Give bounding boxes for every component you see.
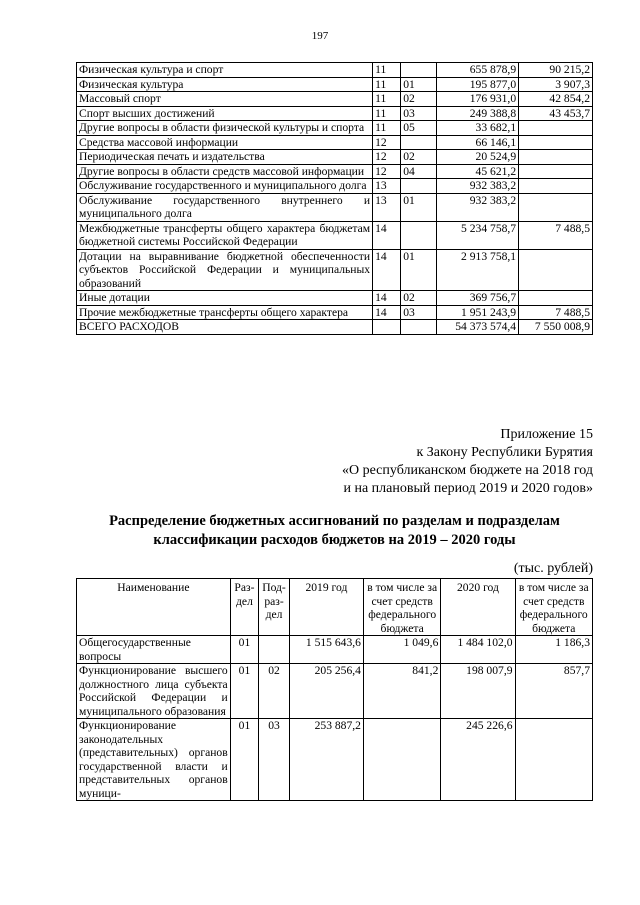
row-name: Физическая культура и спорт [77,63,373,78]
row-podrazdel: 02 [401,92,437,107]
row-name: Массовый спорт [77,92,373,107]
row-value: 2 913 758,1 [436,249,518,291]
row-podrazdel: 05 [401,121,437,136]
row-value-2020: 198 007,9 [441,664,515,719]
header-federal-2020: в том числе за счет средств федерального бюджета [515,579,592,636]
heading-line-2: классификации расходов бюджетов на 2019 – 2020 годы [153,532,516,548]
row-federal-2020 [515,719,592,801]
table-row [77,193,593,221]
table-row [77,291,593,306]
row-podrazdel: 04 [401,164,437,179]
header-federal-2019: в том числе за счет средств федерального бюджета [363,579,440,636]
row-value-2020: 1 484 102,0 [441,636,515,664]
row-federal [519,193,593,221]
table-row [77,305,593,320]
row-name: Дотации на выравнивание бюджетной обеспеченности субъектов Российской Федерации и муниципальных образований [77,249,373,291]
row-name: ВСЕГО РАСХОДОВ [77,320,373,335]
row-federal [519,179,593,194]
row-name: Общегосударственные вопросы [77,636,231,664]
appendix-law-name: «О республиканском бюджете на 2018 год [342,463,593,478]
row-value: 249 388,8 [436,106,518,121]
row-federal: 43 453,7 [519,106,593,121]
row-value: 54 373 574,4 [436,320,518,335]
row-federal-2020: 857,7 [515,664,592,719]
row-value: 932 383,2 [436,179,518,194]
row-name: Функционирование законодательных (представительных) органов государственной власти и представительных органов муници- [77,719,231,801]
row-name: Иные дотации [77,291,373,306]
row-federal [519,135,593,150]
row-razdel: 11 [373,106,401,121]
table-row [77,719,593,801]
row-razdel [373,320,401,335]
row-value-2019: 1 515 643,6 [289,636,363,664]
table-row [77,150,593,165]
appendix-law-period: и на плановый период 2019 и 2020 годов» [343,481,593,496]
row-value: 5 234 758,7 [436,221,518,249]
table-row [77,664,593,719]
table-row [77,106,593,121]
appendix-reference [342,426,593,498]
header-name: Наименование [77,579,231,636]
row-federal: 7 550 008,9 [519,320,593,335]
table-row [77,221,593,249]
row-podrazdel: 02 [401,150,437,165]
table2-body [77,636,593,801]
row-podrazdel [401,179,437,194]
row-razdel: 13 [373,193,401,221]
table-row [77,135,593,150]
row-podrazdel: 03 [401,106,437,121]
row-podrazdel [401,221,437,249]
row-podrazdel: 03 [401,305,437,320]
table-row [77,249,593,291]
row-federal: 7 488,5 [519,305,593,320]
allocation-table-2019-2020 [76,578,593,801]
expenditure-table-continued [76,62,593,335]
heading-line-1: Распределение бюджетных ассигнований по разделам и подразделам [109,513,560,529]
row-razdel: 11 [373,92,401,107]
row-federal-2019 [363,719,440,801]
row-federal [519,121,593,136]
row-name: Средства массовой информации [77,135,373,150]
row-razdel: 11 [373,77,401,92]
row-federal: 42 854,2 [519,92,593,107]
row-value: 176 931,0 [436,92,518,107]
table-row [77,63,593,78]
table-row [77,92,593,107]
row-podrazdel [401,135,437,150]
row-podrazdel: 02 [259,664,290,719]
header-razdel: Раз-дел [230,579,259,636]
row-name: Другие вопросы в области средств массовой информации [77,164,373,179]
row-value-2019: 205 256,4 [289,664,363,719]
row-name: Прочие межбюджетные трансферты общего характера [77,305,373,320]
row-value: 1 951 243,9 [436,305,518,320]
row-podrazdel [401,320,437,335]
row-value: 45 621,2 [436,164,518,179]
table-row [77,179,593,194]
table2-header-row [77,579,593,636]
row-razdel: 11 [373,121,401,136]
row-podrazdel [259,636,290,664]
row-razdel: 01 [230,636,259,664]
row-podrazdel: 01 [401,193,437,221]
row-podrazdel: 01 [401,249,437,291]
row-razdel: 14 [373,221,401,249]
table-row [77,636,593,664]
row-podrazdel [401,63,437,78]
row-razdel: 12 [373,150,401,165]
row-federal [519,249,593,291]
row-razdel: 13 [373,179,401,194]
row-razdel: 14 [373,305,401,320]
row-podrazdel: 02 [401,291,437,306]
row-federal [519,164,593,179]
row-federal: 7 488,5 [519,221,593,249]
row-name: Межбюджетные трансферты общего характера бюджетам бюджетной системы Российской Федерации [77,221,373,249]
row-value: 195 877,0 [436,77,518,92]
header-2020: 2020 год [441,579,515,636]
table-row [77,121,593,136]
units-label: (тыс. рублей) [513,561,593,576]
row-name: Функционирование высшего должностного лица субъекта Российской Федерации и муниципального образования [77,664,231,719]
document-heading [76,512,593,550]
appendix-law: к Закону Республики Бурятия [416,445,593,460]
page-number: 197 [311,30,329,42]
row-name: Физическая культура [77,77,373,92]
row-name: Обслуживание государственного внутреннего и муниципального долга [77,193,373,221]
table-row [77,77,593,92]
row-podrazdel: 01 [401,77,437,92]
table-row [77,164,593,179]
appendix-title: Приложение 15 [500,427,593,442]
row-name: Другие вопросы в области физической культуры и спорта [77,121,373,136]
row-razdel: 12 [373,164,401,179]
row-razdel: 14 [373,291,401,306]
header-2019: 2019 год [289,579,363,636]
row-federal-2019: 841,2 [363,664,440,719]
row-name: Обслуживание государственного и муниципального долга [77,179,373,194]
row-razdel: 11 [373,63,401,78]
row-value: 655 878,9 [436,63,518,78]
row-value: 20 524,9 [436,150,518,165]
table-row [77,320,593,335]
row-federal: 3 907,3 [519,77,593,92]
table1-body [77,63,593,335]
row-federal: 90 215,2 [519,63,593,78]
row-razdel: 14 [373,249,401,291]
row-value: 369 756,7 [436,291,518,306]
row-federal-2019: 1 049,6 [363,636,440,664]
row-name: Периодическая печать и издательства [77,150,373,165]
row-razdel: 01 [230,719,259,801]
row-federal-2020: 1 186,3 [515,636,592,664]
row-value: 932 383,2 [436,193,518,221]
row-value-2019: 253 887,2 [289,719,363,801]
row-podrazdel: 03 [259,719,290,801]
row-value: 66 146,1 [436,135,518,150]
row-razdel: 12 [373,135,401,150]
row-value-2020: 245 226,6 [441,719,515,801]
row-razdel: 01 [230,664,259,719]
row-value: 33 682,1 [436,121,518,136]
header-podrazdel: Под-раз-дел [259,579,290,636]
row-federal [519,291,593,306]
row-name: Спорт высших достижений [77,106,373,121]
row-federal [519,150,593,165]
